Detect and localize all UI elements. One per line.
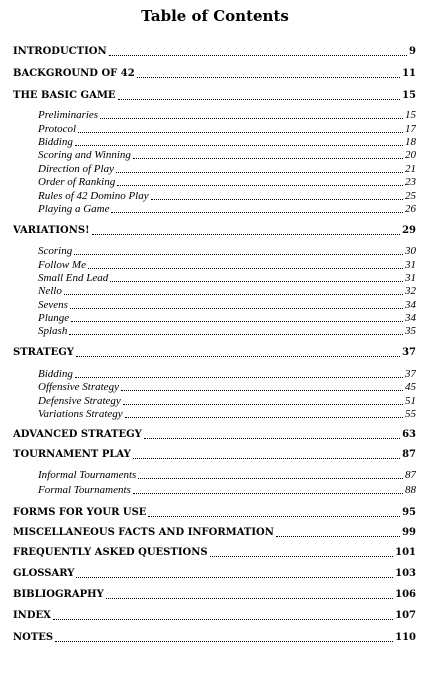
toc-page-number: 37 [402, 347, 416, 358]
toc-subsection-row [13, 408, 416, 421]
dot-leader [106, 597, 393, 599]
dot-leader [75, 144, 403, 146]
dot-leader [92, 233, 401, 235]
toc-section-title: NOTES [13, 632, 54, 643]
dot-leader [88, 267, 403, 269]
toc-subsection-title: Rules of 42 Domino Play [38, 190, 149, 202]
dot-leader [133, 157, 403, 159]
dot-leader [110, 280, 403, 282]
toc-section-row [13, 546, 416, 560]
toc-subsection-title: Bidding [38, 136, 73, 148]
toc-subsection-title: Plunge [38, 312, 70, 324]
toc-subsection-row [13, 259, 416, 272]
toc-subsection-row [13, 469, 416, 482]
toc-subsection-title: Follow Me [38, 259, 86, 271]
toc-page-number: 18 [405, 136, 416, 148]
toc-subsection-title: Preliminaries [38, 109, 99, 121]
toc-page-number: 51 [405, 395, 416, 407]
toc-subsection-title: Small End Lead [38, 272, 109, 284]
toc-subsection-row [13, 109, 416, 122]
dot-leader [137, 76, 400, 78]
toc-page-number: 87 [405, 469, 416, 481]
toc-page-number: 26 [405, 203, 416, 215]
dot-leader [133, 492, 403, 494]
toc-subsection-row [13, 123, 416, 136]
toc-section-title: TOURNAMENT PLAY [13, 449, 131, 460]
toc-section-row [13, 588, 416, 602]
toc-subsection-title: Bidding [38, 368, 73, 380]
dot-leader [148, 515, 400, 517]
toc-page-number: 35 [405, 325, 416, 337]
toc-page-number: 45 [405, 381, 416, 393]
toc-section-title: THE BASIC GAME [13, 90, 116, 101]
toc-subsection-title: Offensive Strategy [38, 381, 119, 393]
toc-page-number: 34 [405, 299, 416, 311]
dot-leader [76, 576, 393, 578]
toc-page-number: 103 [395, 568, 416, 579]
toc-subsection-row [13, 484, 416, 497]
toc-page-number: 107 [395, 610, 416, 621]
dot-leader [76, 355, 400, 357]
toc-page-number: 31 [405, 259, 416, 271]
toc-subsection-title: Splash [38, 325, 68, 337]
dot-leader [138, 477, 403, 479]
dot-leader [64, 293, 403, 295]
toc-subsection-row [13, 395, 416, 408]
toc-page-number: 101 [395, 547, 416, 558]
toc-section-title: FREQUENTLY ASKED QUESTIONS [13, 547, 208, 558]
toc-page-number: 20 [405, 149, 416, 161]
toc-section-row [13, 526, 416, 540]
toc-subsection-title: Scoring [38, 245, 73, 257]
toc-subsection-row [13, 163, 416, 176]
dot-leader [133, 457, 400, 459]
toc-section-title: INDEX [13, 610, 51, 621]
toc-page-number: 29 [402, 225, 416, 236]
toc-section-row [13, 609, 416, 623]
dot-leader [74, 253, 403, 255]
dot-leader [55, 640, 393, 642]
toc-page-number: 34 [405, 312, 416, 324]
toc-subsection-title: Scoring and Winning [38, 149, 131, 161]
toc-subsection-title: Defensive Strategy [38, 395, 121, 407]
toc-page-number: 9 [409, 46, 416, 57]
dot-leader [69, 333, 403, 335]
dot-leader [144, 437, 400, 439]
toc-section-title: ADVANCED STRATEGY [13, 429, 142, 440]
page-title: Table of Contents [141, 7, 289, 25]
toc-subsection-row [13, 272, 416, 285]
toc-subsection-title: Protocol [38, 123, 77, 135]
toc-subsection-row [13, 368, 416, 381]
toc-page-number: 30 [405, 245, 416, 257]
toc-page-number: 37 [405, 368, 416, 380]
dot-leader [121, 389, 403, 391]
dot-leader [210, 555, 394, 557]
toc-page-number: 32 [405, 285, 416, 297]
toc-subsection-row [13, 176, 416, 189]
dot-leader [111, 211, 403, 213]
toc-section-title: FORMS FOR YOUR USE [13, 507, 147, 518]
dot-leader [276, 535, 400, 537]
toc-subsection-row [13, 325, 416, 338]
toc-subsection-row [13, 136, 416, 149]
toc-page-number: 15 [405, 109, 416, 121]
toc-section-row [13, 448, 416, 462]
dot-leader [125, 416, 403, 418]
toc-subsection-title: Nello [38, 285, 62, 297]
dot-leader [118, 98, 401, 100]
toc-section-row [13, 346, 416, 360]
toc-page-number: 88 [405, 484, 416, 496]
dot-leader [78, 131, 403, 133]
toc-subsection-row [13, 190, 416, 203]
toc-subsection-title: Direction of Play [38, 163, 114, 175]
toc-section-title: MISCELLANEOUS FACTS AND INFORMATION [13, 527, 274, 538]
toc-subsection-row [13, 312, 416, 325]
toc-section-row [13, 89, 416, 103]
toc-section-title: STRATEGY [13, 347, 74, 358]
toc-section-row [13, 506, 416, 520]
toc-subsection-row [13, 149, 416, 162]
toc-subsection-title: Playing a Game [38, 203, 110, 215]
dot-leader [100, 117, 403, 119]
dot-leader [116, 171, 403, 173]
toc-subsection-title: Formal Tournaments [38, 484, 131, 496]
toc-page-number: 110 [395, 632, 416, 643]
dot-leader [75, 376, 403, 378]
toc-subsection-row [13, 245, 416, 258]
toc-page-number: 87 [402, 449, 416, 460]
dot-leader [71, 320, 403, 322]
toc-section-row [13, 631, 416, 645]
dot-leader [53, 618, 393, 620]
toc-subsection-row [13, 381, 416, 394]
toc-section-row [13, 567, 416, 581]
toc-subsection-title: Order of Ranking [38, 176, 116, 188]
toc-section-row [13, 224, 416, 238]
dot-leader [151, 198, 403, 200]
toc-page-number: 31 [405, 272, 416, 284]
toc-subsection-title: Informal Tournaments [38, 469, 137, 481]
toc-page-number: 55 [405, 408, 416, 420]
toc-page-number: 11 [402, 68, 416, 79]
toc-page-number: 95 [402, 507, 416, 518]
toc-page-number: 15 [402, 90, 416, 101]
toc-section-title: INTRODUCTION [13, 46, 107, 57]
toc-page-number: 99 [402, 527, 416, 538]
toc-section-title: GLOSSARY [13, 568, 75, 579]
toc-subsection-title: Sevens [38, 299, 68, 311]
dot-leader [109, 54, 407, 56]
toc-section-title: BACKGROUND OF 42 [13, 68, 135, 79]
toc-subsection-row [13, 203, 416, 216]
toc-page-number: 17 [405, 123, 416, 135]
dot-leader [123, 403, 403, 405]
toc-page-number: 21 [405, 163, 416, 175]
dot-leader [70, 307, 403, 309]
toc-section-title: BIBLIOGRAPHY [13, 589, 104, 600]
toc-page-number: 23 [405, 176, 416, 188]
toc-section-title: VARIATIONS! [13, 225, 90, 236]
toc-section-row [13, 45, 416, 59]
toc-page-number: 106 [395, 589, 416, 600]
toc-section-row [13, 428, 416, 442]
dot-leader [117, 184, 403, 186]
toc-subsection-row [13, 299, 416, 312]
toc-subsection-row [13, 285, 416, 298]
toc-page-number: 63 [402, 429, 416, 440]
toc-section-row [13, 67, 416, 81]
toc-page-number: 25 [405, 190, 416, 202]
toc-subsection-title: Variations Strategy [38, 408, 123, 420]
